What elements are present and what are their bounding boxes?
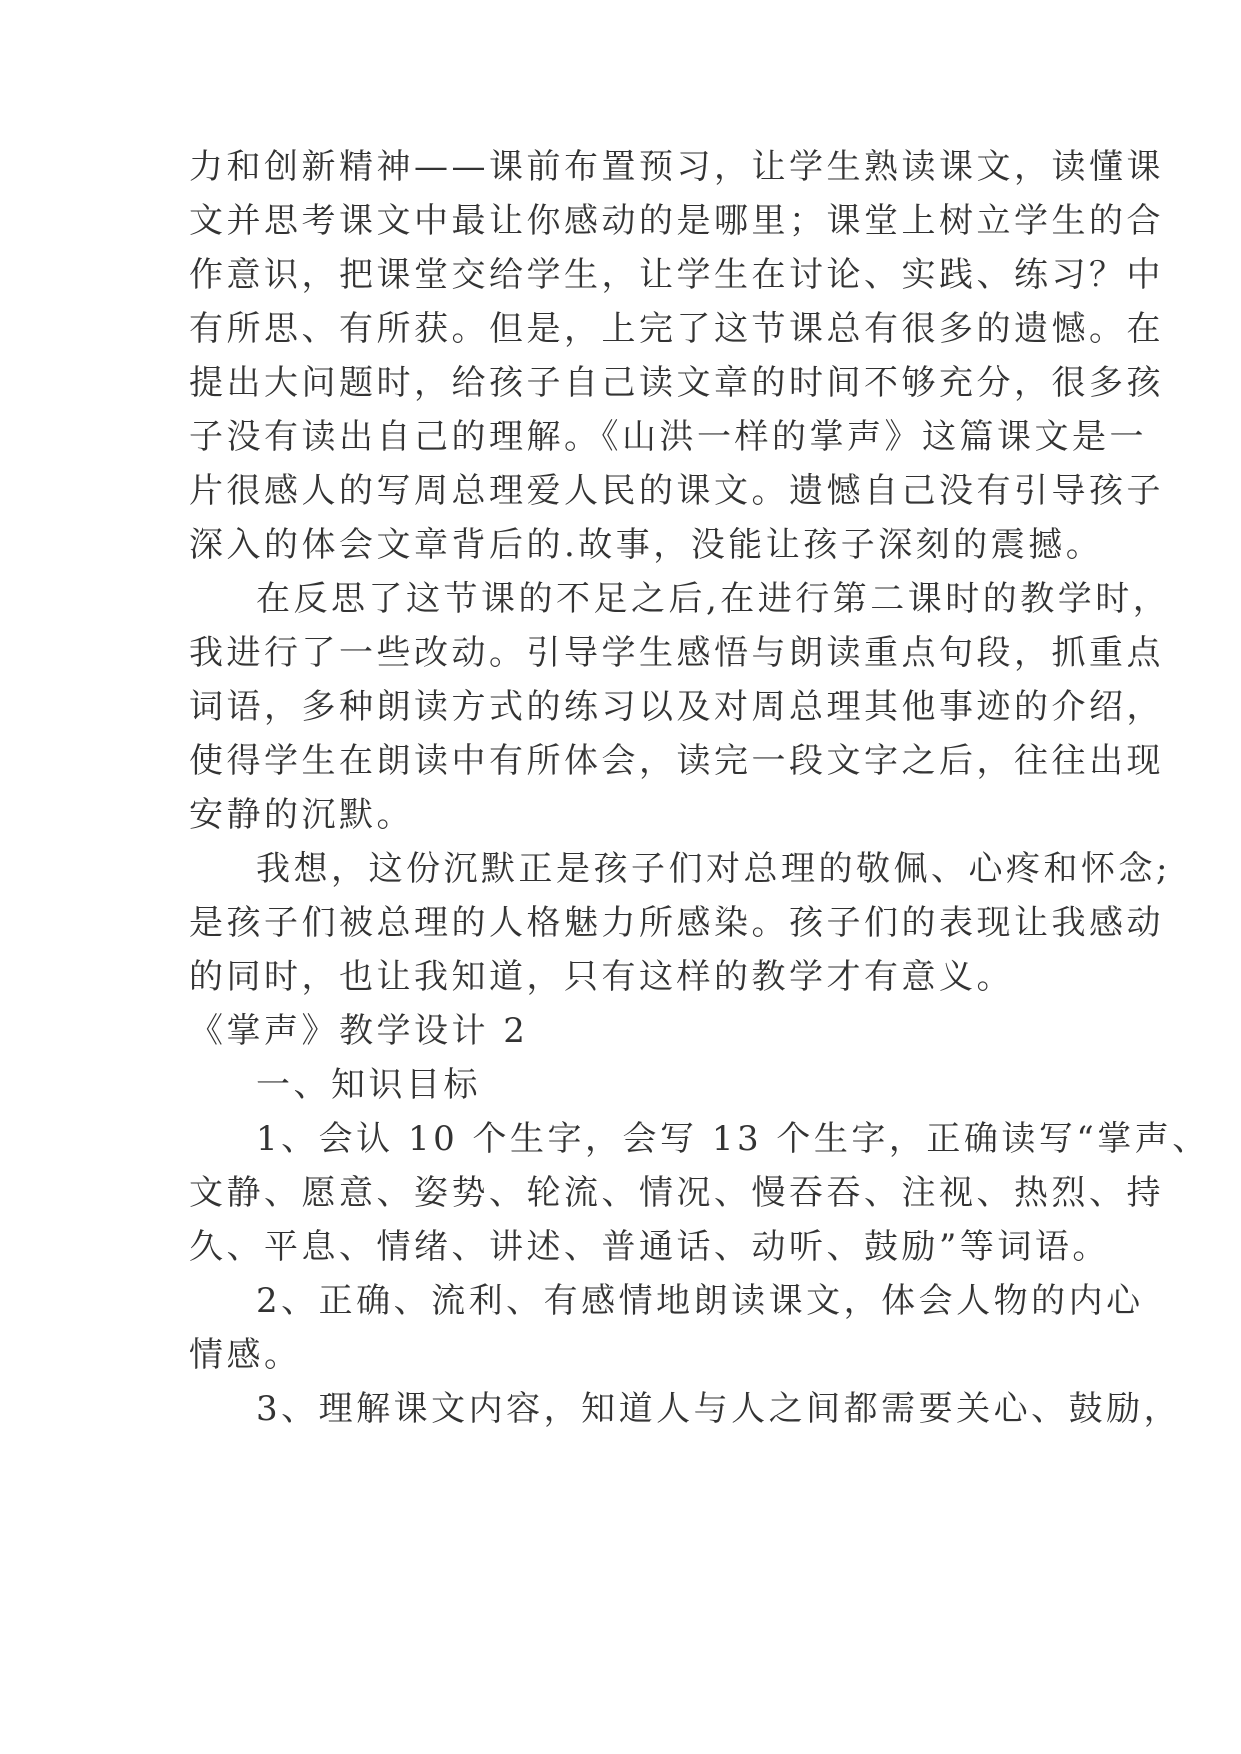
text-line: 深入的体会文章背后的.故事，没能让孩子深刻的震撼。 bbox=[189, 525, 1104, 565]
text-line: 文并思考课文中最让你感动的是哪里；课堂上树立学生的合 bbox=[189, 201, 1164, 241]
section-heading: 《掌声》教学设计 2 bbox=[189, 1011, 529, 1051]
paragraph-first-line: 我想，这份沉默正是孩子们对总理的敬佩、心疼和怀念; bbox=[256, 849, 1171, 889]
text-line: 我进行了一些改动。引导学生感悟与朗读重点句段，抓重点 bbox=[189, 633, 1164, 673]
subheading: 一、知识目标 bbox=[256, 1065, 481, 1105]
text-line: 久、平息、情绪、讲述、普通话、动听、鼓励”等词语。 bbox=[189, 1227, 1110, 1267]
text-line: 提出大问题时，给孩子自己读文章的时间不够充分，很多孩 bbox=[189, 363, 1164, 403]
text-line: 有所思、有所获。但是，上完了这节课总有很多的遗憾。在 bbox=[189, 309, 1164, 349]
text-line: 情感。 bbox=[189, 1335, 302, 1375]
text-line: 安静的沉默。 bbox=[189, 795, 414, 835]
list-item: 2、正确、流利、有感情地朗读课文，体会人物的内心 bbox=[256, 1281, 1144, 1321]
text-line: 作意识，把课堂交给学生，让学生在讨论、实践、练习？中 bbox=[189, 255, 1164, 295]
text-line: 的同时，也让我知道，只有这样的教学才有意义。 bbox=[189, 957, 1014, 997]
text-line: 力和创新精神——课前布置预习，让学生熟读课文，读懂课 bbox=[189, 147, 1164, 187]
text-line: 使得学生在朗读中有所体会，读完一段文字之后，往往出现 bbox=[189, 741, 1164, 781]
paragraph-first-line: 在反思了这节课的不足之后,在进行第二课时的教学时， bbox=[256, 579, 1171, 619]
list-item: 1、会认 10 个生字，会写 13 个生字，正确读写“掌声、 bbox=[256, 1119, 1210, 1159]
text-line: 文静、愿意、姿势、轮流、情况、慢吞吞、注视、热烈、持 bbox=[189, 1173, 1164, 1213]
text-line: 词语，多种朗读方式的练习以及对周总理其他事迹的介绍， bbox=[189, 687, 1164, 727]
list-item: 3、理解课文内容，知道人与人之间都需要关心、鼓励， bbox=[256, 1389, 1182, 1429]
text-line: 是孩子们被总理的人格魅力所感染。孩子们的表现让我感动 bbox=[189, 903, 1164, 943]
text-line: 片很感人的写周总理爱人民的课文。遗憾自己没有引导孩子 bbox=[189, 471, 1164, 511]
text-line: 子没有读出自己的理解。《山洪一样的掌声》这篇课文是一 bbox=[189, 417, 1147, 457]
